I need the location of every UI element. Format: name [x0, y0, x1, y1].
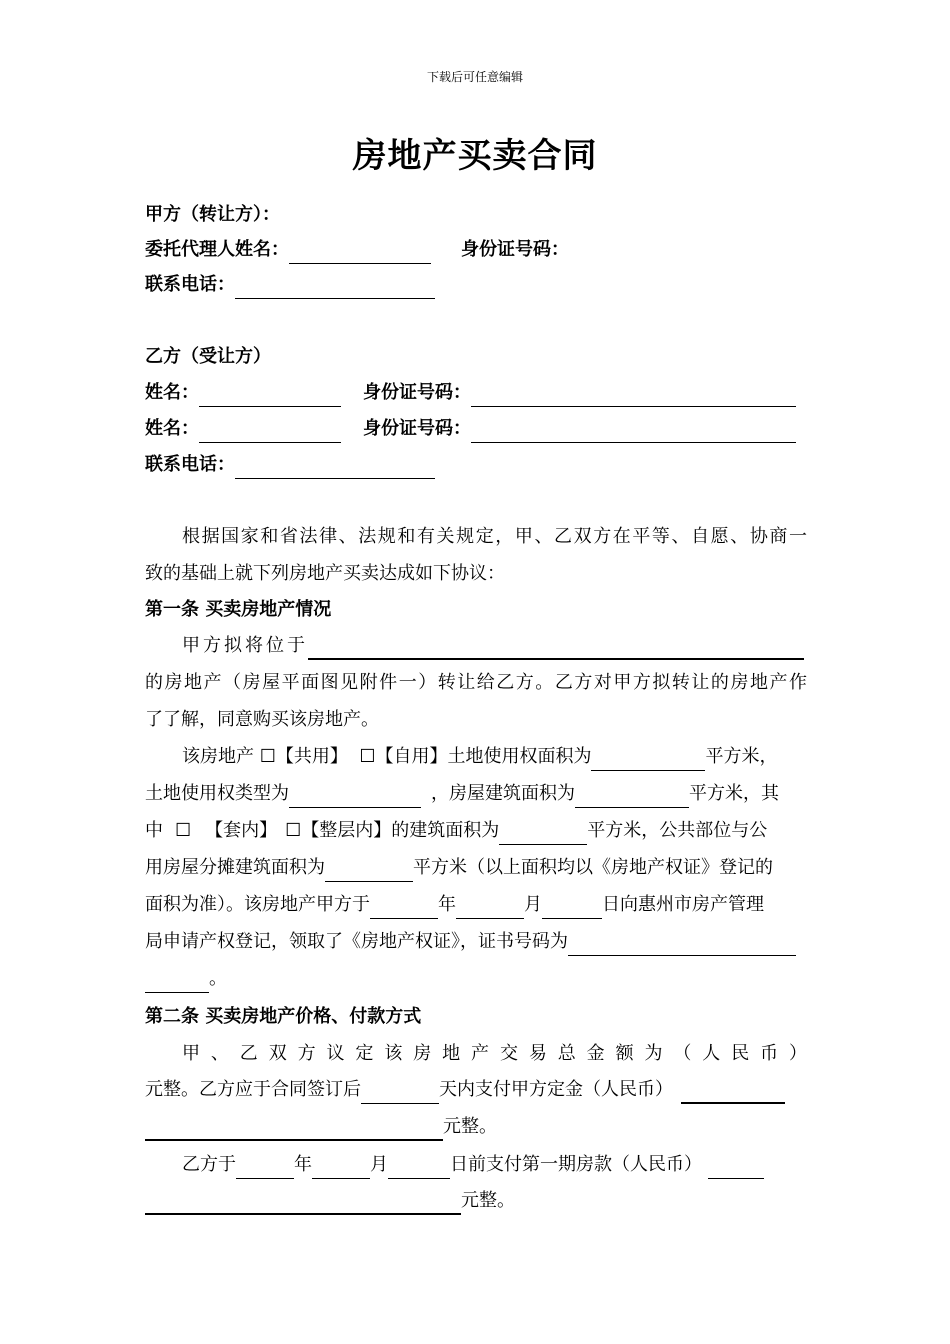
buyer-2-id-label: 身份证号码：: [363, 418, 471, 439]
deposit-text-b: 天内支付甲方定金（人民币）: [439, 1079, 673, 1100]
party-b-row-2: [145, 415, 807, 443]
party-b-phone-field[interactable]: [235, 458, 435, 479]
buyer-1-name-field[interactable]: [199, 386, 341, 407]
building-area-label: ，房屋建筑面积为: [431, 783, 575, 804]
first-payment-month-label: 月: [370, 1154, 388, 1175]
land-type-field[interactable]: [289, 787, 421, 808]
party-a-agent-row: [145, 236, 807, 264]
suite-area-field[interactable]: [499, 824, 587, 845]
party-a-phone-field[interactable]: [235, 278, 435, 299]
certificate-label: 局申请产权登记，领取了《房地产权证》，证书号码为: [145, 931, 568, 952]
land-area-row: [145, 743, 807, 771]
preamble-line-1: 根据国家和省法律、法规和有关规定，甲、乙双方在平等、自愿、协商一: [182, 526, 807, 547]
suite-text-e: 平方米，公共部位与公: [587, 820, 768, 841]
buyer-2-name-label: 姓名：: [145, 418, 199, 439]
article-2-heading: 第二条 买卖房地产价格、付款方式: [145, 1006, 422, 1027]
year-label: 年: [438, 894, 456, 915]
suite-label: 【套内】: [205, 820, 278, 841]
building-area-field[interactable]: [575, 787, 689, 808]
month-label: 月: [524, 894, 542, 915]
party-a-heading: 甲方（转让方）：: [145, 204, 280, 225]
buyer-1-id-field[interactable]: [471, 386, 796, 407]
party-b-phone-label: 联系电话：: [145, 454, 235, 475]
land-text-a: 该房地产: [182, 746, 260, 767]
first-payment-amount-field-cont[interactable]: [145, 1193, 461, 1215]
certificate-end: 。: [209, 968, 227, 989]
first-payment-day-field[interactable]: [388, 1158, 450, 1179]
preamble-line-2: 致的基础上就下列房地产买卖达成如下协议：: [145, 563, 505, 584]
deposit-days-field[interactable]: [361, 1083, 439, 1104]
header-note: 下载后可任意编辑: [426, 70, 523, 84]
shared-area-text: 平方米（以上面积均以《房地产权证》登记的: [413, 857, 773, 878]
suite-text-a: 中: [145, 820, 163, 841]
article-1-line-2: 的房地产（房屋平面图见附件一）转让给乙方。乙方对甲方拟转让的房地产作: [145, 672, 807, 693]
floor-checkbox-label[interactable]: ☐【整层内】的建筑面积为: [285, 820, 500, 841]
party-b-phone-row: [145, 451, 807, 479]
suite-area-row: [145, 817, 807, 845]
building-area-unit: 平方米，其: [689, 783, 779, 804]
deposit-row-cont: [145, 1113, 807, 1141]
agent-id-label: 身份证号码：: [461, 239, 569, 260]
registration-text: 面积为准）。该房地产甲方于: [145, 894, 370, 915]
registration-text-c: 日向惠州市房产管理: [602, 894, 764, 915]
deposit-row: [145, 1076, 807, 1104]
deposit-amount-field-cont[interactable]: [145, 1119, 443, 1141]
first-payment-text-b: 日前支付第一期房款（人民币）: [450, 1154, 702, 1175]
certificate-row: [145, 928, 807, 956]
shared-area-field[interactable]: [325, 861, 413, 882]
party-a-phone-label: 联系电话：: [145, 274, 235, 295]
agent-name-field[interactable]: [289, 243, 431, 264]
registration-month-field[interactable]: [456, 898, 524, 919]
buyer-1-id-label: 身份证号码：: [363, 382, 471, 403]
registration-year-field[interactable]: [370, 898, 438, 919]
article-1-location-row: [145, 632, 807, 660]
shared-area-label: 用房屋分摊建筑面积为: [145, 857, 325, 878]
party-a-phone-row: [145, 271, 807, 299]
first-payment-text-a: 乙方于: [182, 1154, 236, 1175]
land-area-field[interactable]: [591, 750, 705, 771]
deposit-end: 元整。: [443, 1116, 497, 1137]
contract-title: 房地产买卖合同: [352, 136, 598, 176]
first-payment-row: [145, 1151, 807, 1179]
land-text-d: 平方米，: [705, 746, 778, 767]
private-checkbox-label[interactable]: ☐【自用】土地使用权面积为: [359, 746, 592, 767]
first-payment-year-label: 年: [294, 1154, 312, 1175]
article-1-heading: 第一条 买卖房地产情况: [145, 599, 332, 620]
first-payment-year-field[interactable]: [236, 1158, 294, 1179]
certificate-number-field[interactable]: [568, 935, 796, 956]
buyer-2-id-field[interactable]: [471, 422, 796, 443]
first-payment-month-field[interactable]: [312, 1158, 370, 1179]
deposit-text-a: 元整。乙方应于合同签订后: [145, 1079, 361, 1100]
total-price-line: 甲、乙双方议定该房地产交易总金额为（人民币）: [182, 1043, 807, 1064]
property-location-field[interactable]: [308, 638, 804, 660]
land-type-row: [145, 780, 807, 808]
shared-area-row: [145, 854, 807, 882]
registration-day-field[interactable]: [542, 898, 602, 919]
shared-checkbox[interactable]: ☐【共用】: [259, 746, 354, 767]
first-payment-amount-field[interactable]: [708, 1158, 764, 1179]
first-payment-row-cont: [145, 1187, 807, 1215]
party-b-row-1: [145, 379, 807, 407]
deposit-amount-field[interactable]: [681, 1082, 785, 1104]
article-1-line-3: 了了解，同意购买该房地产。: [145, 709, 379, 730]
registration-date-row: [145, 891, 807, 919]
party-b-heading: 乙方（受让方）: [145, 346, 271, 367]
buyer-1-name-label: 姓名：: [145, 382, 199, 403]
certificate-row-cont: [145, 965, 807, 993]
certificate-number-field-cont[interactable]: [145, 972, 209, 993]
agent-name-label: 委托代理人姓名：: [145, 239, 289, 260]
buyer-2-name-field[interactable]: [199, 422, 341, 443]
suite-checkbox[interactable]: ☐: [175, 820, 192, 841]
first-payment-end: 元整。: [461, 1190, 515, 1211]
location-prefix: 甲方拟将位于: [182, 635, 308, 656]
land-type-label: 土地使用权类型为: [145, 783, 289, 804]
